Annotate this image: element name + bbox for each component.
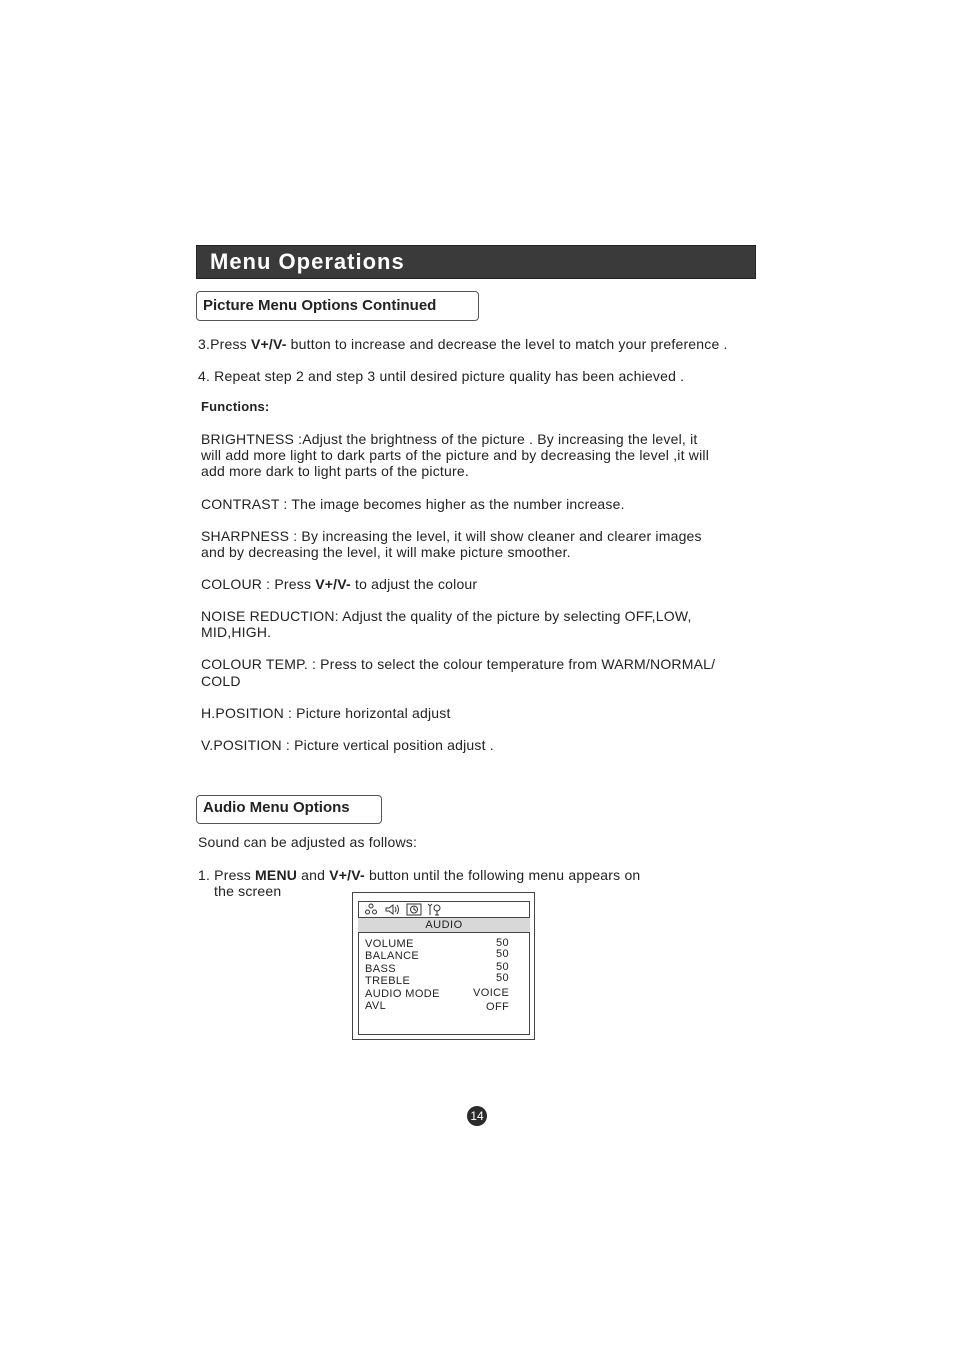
audio-step-1-mid: and bbox=[297, 867, 330, 883]
colour-suffix: to adjust the colour bbox=[350, 576, 478, 592]
audio-menu-title: AUDIO bbox=[358, 918, 530, 932]
colour-temp-line: COLOUR TEMP. : Press to select the colour temperature from WARM/NORMAL/ bbox=[201, 656, 716, 672]
menu-key: MENU bbox=[255, 867, 298, 883]
picture-section-heading: Picture Menu Options Continued bbox=[196, 291, 479, 321]
h-position-text: H.POSITION : Picture horizontal adjust bbox=[201, 705, 451, 721]
contrast-text: CONTRAST : The image becomes higher as the number increase. bbox=[201, 496, 625, 512]
step-3-prefix: 3.Press bbox=[198, 336, 251, 352]
page-header-bar bbox=[196, 245, 756, 279]
colour-text bbox=[201, 576, 477, 592]
menu-item-value: 50 bbox=[496, 972, 510, 984]
step-3-suffix: button to increase and decrease the level to match your preference . bbox=[286, 336, 728, 352]
page-title: Menu Operations bbox=[210, 249, 405, 274]
functions-heading: Functions: bbox=[201, 399, 270, 414]
noise-reduction-line: MID,HIGH. bbox=[201, 624, 272, 640]
step-4-text: 4. Repeat step 2 and step 3 until desired picture quality has been achieved . bbox=[198, 368, 685, 384]
step-3-text bbox=[198, 336, 728, 352]
audio-step-1-prefix: 1. Press bbox=[198, 867, 256, 883]
brightness-text bbox=[201, 431, 709, 479]
sharpness-line: SHARPNESS : By increasing the level, it will show cleaner and clearer images bbox=[201, 528, 702, 544]
colour-temp-line: COLD bbox=[201, 673, 241, 689]
audio-section-heading: Audio Menu Options bbox=[196, 795, 382, 824]
menu-item-value: VOICE bbox=[473, 987, 510, 999]
brightness-line: will add more light to dark parts of the picture and by decreasing the level ,it will bbox=[201, 447, 710, 463]
colour-prefix: COLOUR : Press bbox=[201, 576, 316, 592]
audio-intro-text: Sound can be adjusted as follows: bbox=[198, 834, 418, 850]
menu-item-label: AUDIO MODE bbox=[365, 988, 440, 1000]
step-3-key: V+/V- bbox=[250, 336, 287, 352]
menu-item-value: 50 bbox=[496, 948, 510, 960]
noise-reduction-text bbox=[201, 608, 692, 640]
brightness-line: BRIGHTNESS :Adjust the brightness of the picture . By increasing the level, it bbox=[201, 431, 698, 447]
menu-icon-bar bbox=[358, 901, 530, 918]
menu-item-label: BASS bbox=[365, 963, 396, 975]
volume-key: V+/V- bbox=[329, 867, 365, 883]
audio-step-1-line2: the screen bbox=[214, 883, 282, 899]
menu-item-value: 50 bbox=[496, 937, 510, 949]
menu-item-label: BALANCE bbox=[365, 950, 420, 962]
brightness-line: add more dark to light parts of the picture. bbox=[201, 463, 469, 479]
sharpness-line: and by decreasing the level, it will make picture smoother. bbox=[201, 544, 571, 560]
menu-item-label: TREBLE bbox=[365, 975, 411, 987]
audio-step-1-suffix: button until the following menu appears on bbox=[364, 867, 641, 883]
menu-item-label: VOLUME bbox=[365, 938, 414, 950]
colour-temp-text bbox=[201, 656, 715, 689]
menu-item-label: AVL bbox=[365, 1000, 387, 1012]
menu-item-value: OFF bbox=[486, 1001, 510, 1013]
page-number: 14 bbox=[467, 1106, 487, 1126]
sharpness-text bbox=[201, 528, 702, 560]
colour-key: V+/V- bbox=[315, 576, 351, 592]
noise-reduction-line: NOISE REDUCTION: Adjust the quality of the picture by selecting OFF,LOW, bbox=[201, 608, 692, 624]
menu-item-value: 50 bbox=[496, 961, 510, 973]
v-position-text: V.POSITION : Picture vertical position adjust . bbox=[201, 737, 494, 753]
